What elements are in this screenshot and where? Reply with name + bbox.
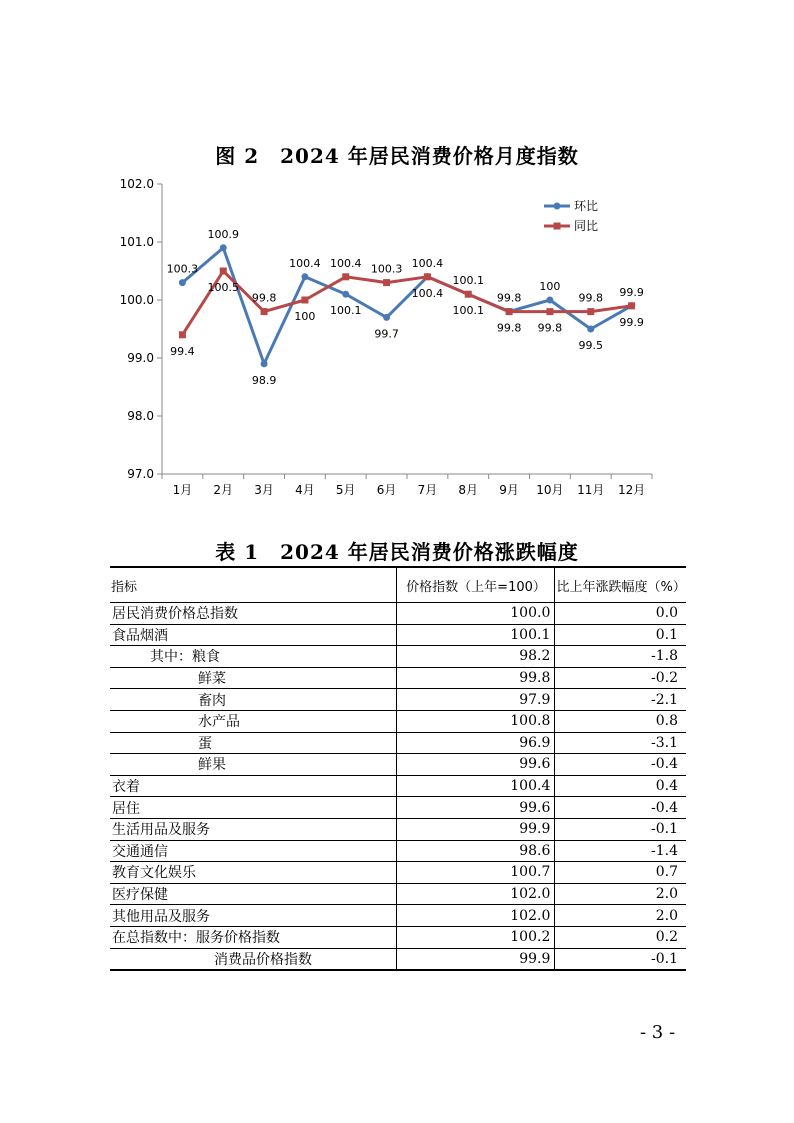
row-label: 在总指数中：服务价格指数 bbox=[110, 926, 396, 948]
row-label: 水产品 bbox=[110, 710, 396, 732]
data-point bbox=[628, 302, 635, 309]
row-label: 医疗保健 bbox=[110, 883, 396, 905]
row-label: 鲜果 bbox=[110, 754, 396, 776]
row-change: -0.1 bbox=[555, 948, 686, 970]
row-label: 蛋 bbox=[110, 732, 396, 754]
row-change: 0.8 bbox=[555, 710, 686, 732]
data-point bbox=[383, 279, 390, 286]
data-point bbox=[261, 360, 268, 367]
table-row bbox=[110, 689, 686, 711]
y-tick-label: 97.0 bbox=[127, 467, 154, 481]
table-row bbox=[110, 862, 686, 884]
data-label: 99.8 bbox=[578, 291, 603, 305]
data-label: 100.4 bbox=[411, 286, 444, 300]
data-label: 100.1 bbox=[452, 304, 484, 318]
row-index: 96.9 bbox=[396, 732, 555, 754]
row-index: 100.4 bbox=[396, 775, 555, 797]
cpi-line-chart bbox=[110, 172, 670, 502]
data-label: 100.4 bbox=[330, 256, 362, 270]
series-0 bbox=[167, 228, 644, 387]
data-label: 99.8 bbox=[537, 321, 563, 335]
header-price-index: 价格指数（上年=100） bbox=[396, 567, 555, 603]
row-change: -1.4 bbox=[555, 840, 686, 862]
row-index: 100.2 bbox=[396, 926, 555, 948]
data-label: 99.8 bbox=[496, 291, 522, 305]
table-row bbox=[110, 775, 686, 797]
row-change: -0.4 bbox=[555, 797, 686, 819]
x-tick-label: 8月 bbox=[458, 483, 479, 497]
table-row bbox=[110, 646, 686, 668]
row-label: 教育文化娱乐 bbox=[110, 862, 396, 884]
row-change: -0.1 bbox=[555, 818, 686, 840]
data-label: 100.9 bbox=[207, 227, 239, 241]
data-point bbox=[587, 308, 594, 315]
data-point bbox=[220, 244, 227, 251]
row-change: -0.4 bbox=[555, 754, 686, 776]
row-change: -2.1 bbox=[555, 689, 686, 711]
row-label: 鲜菜 bbox=[110, 667, 396, 689]
row-change: 0.2 bbox=[555, 926, 686, 948]
data-point bbox=[383, 314, 390, 321]
chart-title: 图 2 2024 年居民消费价格月度指数 bbox=[215, 144, 579, 168]
data-label: 99.8 bbox=[251, 291, 277, 305]
data-point bbox=[179, 331, 186, 338]
data-point bbox=[179, 279, 186, 286]
row-change: -3.1 bbox=[555, 732, 686, 754]
row-label: 其他用品及服务 bbox=[110, 905, 396, 927]
table-row bbox=[110, 948, 686, 970]
x-tick-label: 5月 bbox=[335, 483, 356, 497]
data-label: 99.9 bbox=[619, 315, 644, 329]
table-header-row bbox=[110, 567, 686, 603]
series-line bbox=[182, 248, 631, 364]
data-point bbox=[220, 268, 227, 275]
row-index: 102.0 bbox=[396, 905, 555, 927]
table-row bbox=[110, 905, 686, 927]
row-index: 98.6 bbox=[396, 840, 555, 862]
row-label: 生活用品及服务 bbox=[110, 818, 396, 840]
y-tick-label: 99.0 bbox=[127, 351, 154, 365]
row-index: 99.6 bbox=[396, 797, 555, 819]
x-tick-label: 1月 bbox=[172, 483, 193, 497]
legend-label: 环比 bbox=[574, 199, 599, 213]
row-index: 100.7 bbox=[396, 862, 555, 884]
row-label: 畜肉 bbox=[110, 689, 396, 711]
table-row bbox=[110, 754, 686, 776]
header-change: 比上年涨跌幅度（%） bbox=[555, 567, 686, 603]
data-point bbox=[301, 297, 308, 304]
row-label: 食品烟酒 bbox=[110, 624, 396, 646]
y-tick-label: 100.0 bbox=[119, 293, 154, 307]
legend-item bbox=[544, 199, 598, 213]
data-label: 100.1 bbox=[330, 304, 362, 318]
table-row bbox=[110, 818, 686, 840]
row-label: 消费品价格指数 bbox=[110, 948, 396, 970]
data-label: 99.8 bbox=[496, 321, 522, 335]
x-tick-label: 4月 bbox=[295, 483, 315, 497]
data-label: 99.9 bbox=[619, 285, 644, 299]
data-point bbox=[506, 308, 513, 315]
legend-marker bbox=[554, 223, 561, 230]
row-change: -0.2 bbox=[555, 667, 686, 689]
table-row bbox=[110, 732, 686, 754]
row-index: 99.6 bbox=[396, 754, 555, 776]
data-label: 98.9 bbox=[251, 373, 277, 387]
row-index: 100.8 bbox=[396, 710, 555, 732]
row-change: -1.8 bbox=[555, 646, 686, 668]
data-point bbox=[342, 273, 349, 280]
data-point bbox=[465, 291, 472, 298]
table-row bbox=[110, 710, 686, 732]
table-row bbox=[110, 797, 686, 819]
data-label: 100 bbox=[539, 280, 561, 293]
data-label: 100.1 bbox=[452, 274, 484, 288]
row-change: 0.7 bbox=[555, 862, 686, 884]
x-tick-label: 3月 bbox=[254, 483, 274, 497]
row-change: 0.0 bbox=[555, 603, 686, 625]
data-label: 100.4 bbox=[289, 256, 321, 270]
table-row bbox=[110, 667, 686, 689]
data-label: 99.5 bbox=[578, 339, 603, 352]
legend-label: 同比 bbox=[574, 219, 599, 233]
x-tick-label: 7月 bbox=[417, 483, 438, 497]
y-tick-label: 101.0 bbox=[119, 235, 154, 249]
table-row bbox=[110, 883, 686, 905]
x-tick-label: 9月 bbox=[499, 483, 519, 497]
legend-item bbox=[544, 219, 598, 233]
row-change: 0.1 bbox=[555, 624, 686, 646]
cpi-table bbox=[110, 566, 686, 971]
table-title: 表 1 2024 年居民消费价格涨跌幅度 bbox=[215, 540, 579, 564]
data-label: 100 bbox=[294, 310, 316, 323]
row-change: 2.0 bbox=[555, 905, 686, 927]
data-point bbox=[546, 308, 553, 315]
data-point bbox=[587, 326, 594, 333]
row-change: 2.0 bbox=[555, 883, 686, 905]
row-index: 102.0 bbox=[396, 883, 555, 905]
header-indicator: 指标 bbox=[110, 567, 396, 603]
data-point bbox=[424, 273, 431, 280]
data-label: 100.5 bbox=[207, 281, 239, 294]
row-index: 98.2 bbox=[396, 646, 555, 668]
data-label: 99.7 bbox=[374, 327, 399, 341]
y-tick-label: 98.0 bbox=[127, 409, 154, 423]
x-tick-label: 11月 bbox=[577, 483, 605, 497]
data-point bbox=[342, 291, 349, 298]
row-index: 100.0 bbox=[396, 603, 555, 625]
data-point bbox=[546, 297, 553, 304]
table-row bbox=[110, 840, 686, 862]
x-tick-label: 2月 bbox=[213, 483, 234, 497]
row-index: 100.1 bbox=[396, 624, 555, 646]
row-index: 99.8 bbox=[396, 667, 555, 689]
x-tick-label: 12月 bbox=[617, 483, 646, 497]
row-label: 衣着 bbox=[110, 775, 396, 797]
row-index: 97.9 bbox=[396, 689, 555, 711]
y-tick-label: 102.0 bbox=[119, 177, 154, 191]
row-index: 99.9 bbox=[396, 948, 555, 970]
data-label: 99.4 bbox=[170, 344, 195, 358]
page-number: - 3 - bbox=[640, 1022, 676, 1043]
row-index: 99.9 bbox=[396, 818, 555, 840]
data-label: 100.3 bbox=[370, 262, 403, 276]
row-change: 0.4 bbox=[555, 775, 686, 797]
data-point bbox=[261, 308, 268, 315]
table-row bbox=[110, 926, 686, 948]
row-label: 居民消费价格总指数 bbox=[110, 603, 396, 625]
x-tick-label: 10月 bbox=[536, 483, 564, 497]
legend-marker bbox=[554, 203, 561, 210]
x-tick-label: 6月 bbox=[376, 483, 397, 497]
series-1 bbox=[170, 257, 644, 358]
table-row bbox=[110, 624, 686, 646]
table-row bbox=[110, 603, 686, 625]
data-label: 100.4 bbox=[411, 256, 444, 270]
row-label: 其中：粮食 bbox=[110, 646, 396, 668]
data-label: 100.3 bbox=[166, 262, 199, 276]
data-point bbox=[301, 273, 308, 280]
row-label: 交通通信 bbox=[110, 840, 396, 862]
row-label: 居住 bbox=[110, 797, 396, 819]
